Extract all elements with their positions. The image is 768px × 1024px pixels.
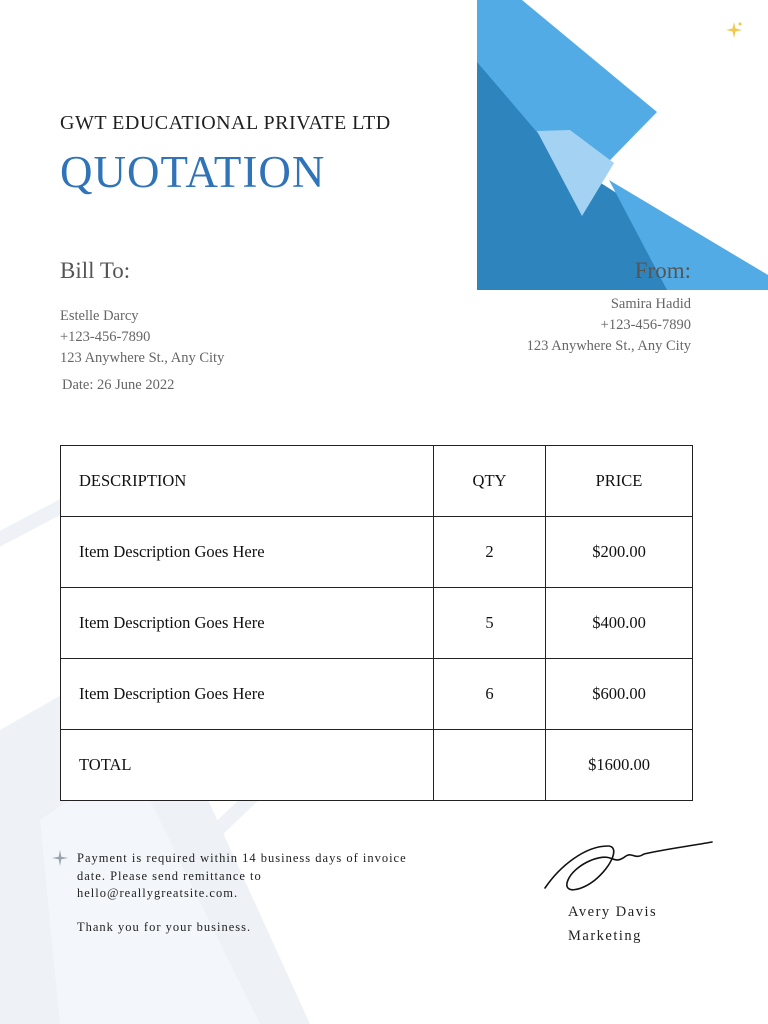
from-phone: +123-456-7890	[600, 317, 691, 333]
row-qty: 2	[434, 517, 546, 588]
from-name: Samira Hadid	[610, 296, 691, 312]
row-price: $200.00	[546, 517, 693, 588]
sparkle-icon	[51, 849, 69, 867]
bill-to-heading: Bill To:	[60, 258, 131, 283]
bill-to-details	[60, 306, 224, 369]
from-heading: From:	[634, 258, 691, 283]
signatory-role: Marketing	[568, 928, 642, 944]
row-description: Item Description Goes Here	[61, 588, 434, 659]
top-geometric-decoration	[477, 0, 768, 290]
table-header-row	[61, 446, 693, 517]
header-description: DESCRIPTION	[61, 446, 434, 517]
payment-terms: Payment is required within 14 business days of invoice date. Please send remittance to hello@reallygreatsite.com.	[77, 851, 407, 900]
thank-you-note: Thank you for your business.	[77, 920, 252, 934]
bill-to-address: 123 Anywhere St., Any City	[60, 350, 225, 366]
bill-to-phone: +123-456-7890	[60, 329, 151, 345]
total-qty	[434, 730, 546, 801]
row-qty: 5	[434, 588, 546, 659]
company-name: GWT EDUCATIONAL PRIVATE LTD	[60, 112, 391, 134]
payment-note	[77, 850, 407, 903]
items-table	[60, 445, 693, 801]
row-description: Item Description Goes Here	[61, 517, 434, 588]
table-row	[61, 659, 693, 730]
row-description: Item Description Goes Here	[61, 659, 434, 730]
row-qty: 6	[434, 659, 546, 730]
signature-graphic	[540, 836, 715, 896]
document-title: QUOTATION	[60, 147, 326, 197]
table-row	[61, 517, 693, 588]
from-details	[527, 294, 691, 357]
total-price: $1600.00	[546, 730, 693, 801]
row-price: $400.00	[546, 588, 693, 659]
table-row	[61, 588, 693, 659]
bill-to-name: Estelle Darcy	[60, 308, 139, 324]
header-qty: QTY	[434, 446, 546, 517]
sparkle-star-icon	[725, 21, 743, 39]
signatory-name: Avery Davis	[568, 904, 658, 920]
header-price: PRICE	[546, 446, 693, 517]
row-price: $600.00	[546, 659, 693, 730]
total-row	[61, 730, 693, 801]
from-address: 123 Anywhere St., Any City	[526, 338, 691, 354]
quotation-date: Date: 26 June 2022	[62, 377, 175, 393]
total-label: TOTAL	[61, 730, 434, 801]
